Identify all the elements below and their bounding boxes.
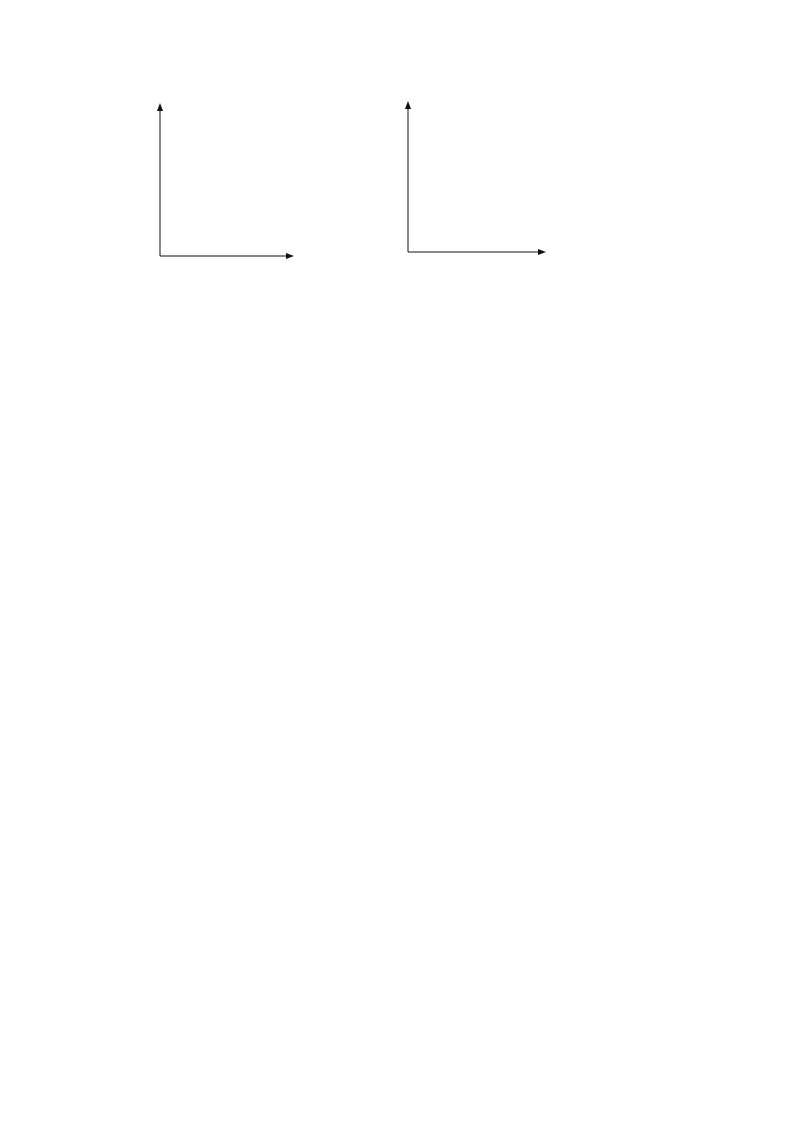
chart2-y-arrow bbox=[405, 101, 411, 109]
charts-figure bbox=[118, 100, 658, 278]
chart2-x-arrow bbox=[538, 249, 546, 255]
chart1-y-arrow bbox=[157, 103, 163, 111]
chart1-x-arrow bbox=[286, 253, 294, 259]
chart-lateral-bud bbox=[405, 101, 546, 255]
chart-top-bud bbox=[157, 103, 294, 259]
